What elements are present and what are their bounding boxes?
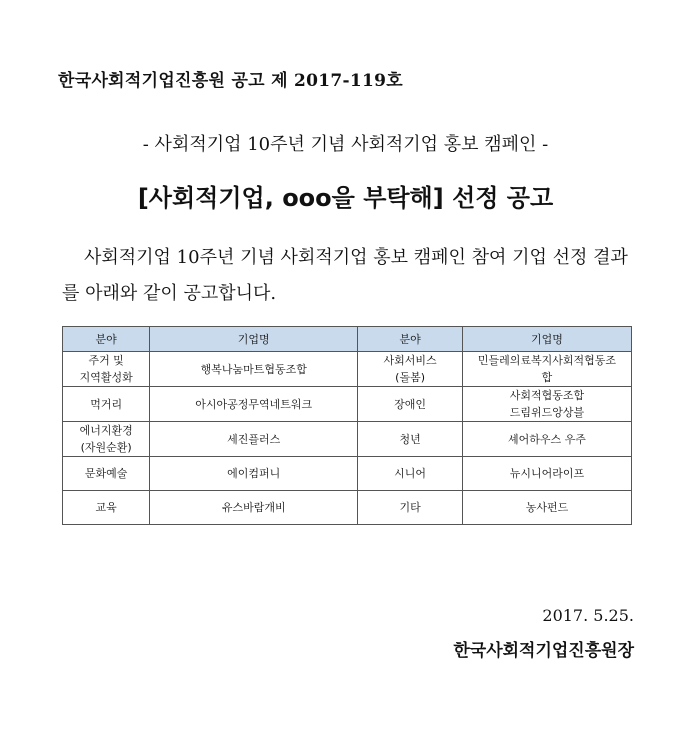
table-row xyxy=(63,422,632,457)
results-table xyxy=(62,326,632,525)
field-cell: 문화예술 xyxy=(63,457,150,491)
company-cell: 사회적협동조합 드림위드앙상블 xyxy=(463,387,632,422)
table-row xyxy=(63,387,632,422)
field-cell: 교육 xyxy=(63,491,150,525)
company-cell: 세진플러스 xyxy=(150,422,358,457)
company-cell: 뉴시니어라이프 xyxy=(463,457,632,491)
field-cell: 에너지환경 (자원순환) xyxy=(63,422,150,457)
table-row xyxy=(63,491,632,525)
field-cell: 사회서비스 (돌봄) xyxy=(358,352,463,387)
page-title: [사회적기업, ooo을 부탁해] 선정 공고 xyxy=(137,184,554,212)
announcement-body: 사회적기업 10주년 기념 사회적기업 홍보 캠페인 참여 기업 선정 결과를 아래와 같이 공고합니다. xyxy=(62,247,628,304)
campaign-subtitle: - 사회적기업 10주년 기념 사회적기업 홍보 캠페인 - xyxy=(142,134,549,155)
header-company-1: 기업명 xyxy=(150,327,358,352)
company-cell: 에이컴퍼니 xyxy=(150,457,358,491)
field-cell: 먹거리 xyxy=(63,387,150,422)
field-cell: 기타 xyxy=(358,491,463,525)
field-cell: 청년 xyxy=(358,422,463,457)
announcement-date: 2017. 5.25. xyxy=(542,606,634,625)
header-field-1: 분야 xyxy=(63,327,150,352)
table-row xyxy=(63,457,632,491)
table-body xyxy=(63,352,632,525)
table-header-row xyxy=(63,327,632,352)
field-cell: 주거 및 지역활성화 xyxy=(63,352,150,387)
company-cell: 농사펀드 xyxy=(463,491,632,525)
header-field-2: 분야 xyxy=(358,327,463,352)
table-row xyxy=(63,352,632,387)
company-cell: 셰어하우스 우주 xyxy=(463,422,632,457)
signer: 한국사회적기업진흥원장 xyxy=(453,641,634,661)
field-cell: 시니어 xyxy=(358,457,463,491)
company-cell: 행복나눔마트협동조합 xyxy=(150,352,358,387)
field-cell: 장애인 xyxy=(358,387,463,422)
notice-number: 한국사회적기업진흥원 공고 제 2017-119호 xyxy=(58,71,404,91)
company-cell: 민들레의료복지사회적협동조 합 xyxy=(463,352,632,387)
header-company-2: 기업명 xyxy=(463,327,632,352)
company-cell: 유스바람개비 xyxy=(150,491,358,525)
company-cell: 아시아공정무역네트워크 xyxy=(150,387,358,422)
